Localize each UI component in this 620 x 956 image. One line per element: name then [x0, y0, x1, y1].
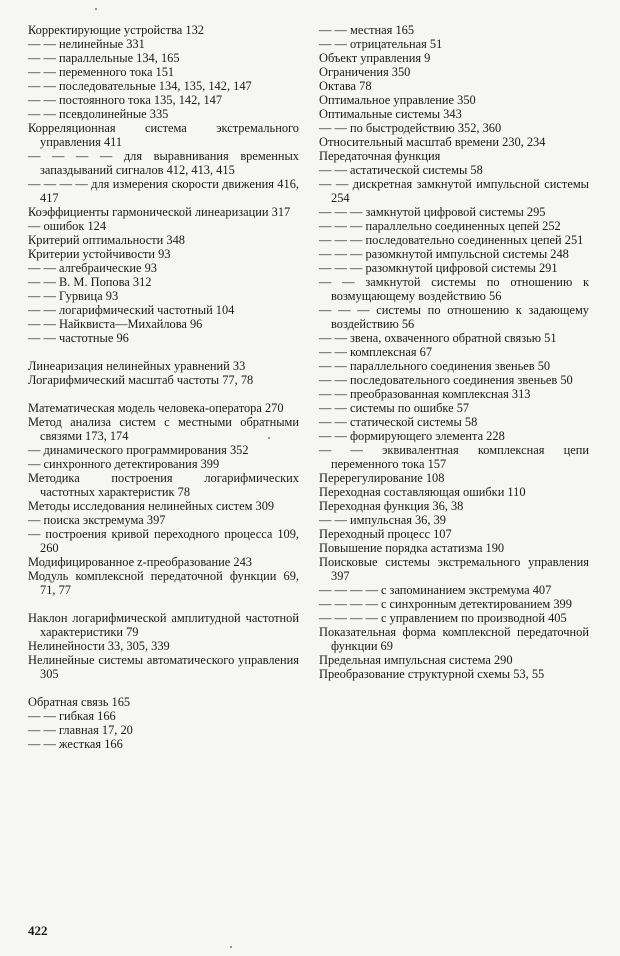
- index-entry: Переходный процесс 107: [319, 527, 452, 541]
- index-entry: — — — параллельно соединенных цепей 252: [319, 219, 561, 233]
- index-entry: Ограничения 350: [319, 65, 411, 79]
- index-entry: — — последовательные 134, 135, 142, 147: [28, 79, 252, 93]
- index-entry: Поисковые системы экстремального управления 397: [319, 555, 589, 583]
- index-entry: — — — разомкнутой цифровой системы 291: [319, 261, 558, 275]
- index-entry: — — — замкнутой цифровой системы 295: [319, 205, 546, 219]
- index-entry: — — комплексная 67: [319, 345, 433, 359]
- index-entry: — — астатической системы 58: [319, 163, 483, 177]
- index-entry: — — местная 165: [319, 23, 415, 37]
- index-entry: — — — — для выравнивания временных запаздываний сигналов 412, 413, 415: [28, 149, 299, 177]
- index-entry: — — эквивалентная комплексная цепи переменного тока 157: [319, 443, 589, 471]
- index-entry: Методика построения логарифмических частотных характеристик 78: [28, 471, 299, 499]
- index-entry: Нелинейные системы автоматического управления 305: [28, 653, 299, 681]
- index-entry: — — замкнутой системы по отношению к возмущающему воздействию 56: [319, 275, 589, 303]
- left-column: [28, 23, 299, 751]
- index-entry: Критерии устойчивости 93: [28, 247, 171, 261]
- index-entry: Передаточная функция: [319, 149, 441, 163]
- index-entry: Линеаризация нелинейных уравнений 33: [28, 359, 246, 373]
- index-entry: — — отрицательная 51: [319, 37, 443, 51]
- index-entry: — — системы по ошибке 57: [319, 401, 470, 415]
- index-entry: — — параллельного соединения звеньев 50: [319, 359, 551, 373]
- index-entry: — — статической системы 58: [319, 415, 478, 429]
- index-entry: Метод анализа систем с местными обратными связями 173, 174: [28, 415, 299, 443]
- scan-speck: [268, 437, 270, 439]
- index-entry: Модифицированное z-преобразование 243: [28, 555, 252, 569]
- scan-speck: [230, 946, 232, 948]
- index-entry: Переходная составляющая ошибки 110: [319, 485, 526, 499]
- index-entry: Наклон логарифмической амплитудной частотной характеристики 79: [28, 611, 299, 639]
- index-entry: Критерий оптимальности 348: [28, 233, 185, 247]
- index-entry: Математическая модель человека-оператора 270: [28, 401, 284, 415]
- index-entry: Преобразование структурной схемы 53, 55: [319, 667, 545, 681]
- index-entry: — — последовательного соединения звеньев 50: [319, 373, 573, 387]
- index-entry: — — гибкая 166: [28, 709, 116, 723]
- index-entry: Относительный масштаб времени 230, 234: [319, 135, 546, 149]
- index-entry: — синхронного детектирования 399: [28, 457, 220, 471]
- index-entry: — — дискретная замкнутой импульсной системы 254: [319, 177, 589, 205]
- index-entry: — — главная 17, 20: [28, 723, 133, 737]
- index-entry: — — по быстродействию 352, 360: [319, 121, 502, 135]
- index-entry: Модуль комплексной передаточной функции 69, 71, 77: [28, 569, 299, 597]
- index-entry: — — — последовательно соединенных цепей 251: [319, 233, 584, 247]
- index-entry: Логарифмический масштаб частоты 77, 78: [28, 373, 254, 387]
- index-entry: — — нелинейные 331: [28, 37, 145, 51]
- index-entry: — — алгебраические 93: [28, 261, 157, 275]
- index-entry: Коэффициенты гармонической линеаризации 317: [28, 205, 291, 219]
- right-column: [319, 23, 589, 681]
- index-entry: — — Найквиста—Михайлова 96: [28, 317, 203, 331]
- index-entry: — — жесткая 166: [28, 737, 123, 751]
- index-entry: Корреляционная система экстремального управления 411: [28, 121, 299, 149]
- index-entry: Корректирующие устройства 132: [28, 23, 204, 37]
- index-entry: Повышение порядка астатизма 190: [319, 541, 505, 555]
- index-entry: — — — — с запоминанием экстремума 407: [319, 583, 552, 597]
- index-entry: Нелинейности 33, 305, 339: [28, 639, 170, 653]
- index-entry: — — постоянного тока 135, 142, 147: [28, 93, 223, 107]
- index-entry: Методы исследования нелинейных систем 309: [28, 499, 275, 513]
- index-entry: — поиска экстремума 397: [28, 513, 166, 527]
- scan-speck: [95, 8, 97, 10]
- index-entry: — — параллельные 134, 165: [28, 51, 180, 65]
- index-entry: — ошибок 124: [28, 219, 107, 233]
- index-entry: — — — — с управлением по производной 405: [319, 611, 567, 625]
- index-entry: — — псевдолинейные 335: [28, 107, 169, 121]
- index-entry: — — В. М. Попова 312: [28, 275, 152, 289]
- index-entry: Переходная функция 36, 38: [319, 499, 464, 513]
- index-entry: Октава 78: [319, 79, 372, 93]
- index-entry: — — — — с синхронным детектированием 399: [319, 597, 572, 611]
- index-entry: — — звена, охваченного обратной связью 51: [319, 331, 557, 345]
- index-entry: Обратная связь 165: [28, 695, 131, 709]
- index-entry: — — — разомкнутой импульсной системы 248: [319, 247, 569, 261]
- index-entry: Оптимальные системы 343: [319, 107, 462, 121]
- index-entry: — динамического программирования 352: [28, 443, 249, 457]
- index-entry: Оптимальное управление 350: [319, 93, 476, 107]
- index-entry: Объект управления 9: [319, 51, 431, 65]
- index-entry: — — формирующего элемента 228: [319, 429, 505, 443]
- index-entry: — — — системы по отношению к задающему воздействию 56: [319, 303, 589, 331]
- index-entry: Перерегулирование 108: [319, 471, 445, 485]
- index-entry: Предельная импульсная система 290: [319, 653, 513, 667]
- index-entry: — — импульсная 36, 39: [319, 513, 446, 527]
- index-entry: — — частотные 96: [28, 331, 129, 345]
- index-entry: — — логарифмический частотный 104: [28, 303, 235, 317]
- index-entry: Показательная форма комплексной передаточной функции 69: [319, 625, 589, 653]
- index-entry: — — — — для измерения скорости движения 416, 417: [28, 177, 299, 205]
- index-entry: — построения кривой переходного процесса 109, 260: [28, 527, 299, 555]
- index-entry: — — переменного тока 151: [28, 65, 175, 79]
- index-entry: — — Гурвица 93: [28, 289, 119, 303]
- index-entry: — — преобразованная комплексная 313: [319, 387, 531, 401]
- page-number: 422: [28, 923, 48, 938]
